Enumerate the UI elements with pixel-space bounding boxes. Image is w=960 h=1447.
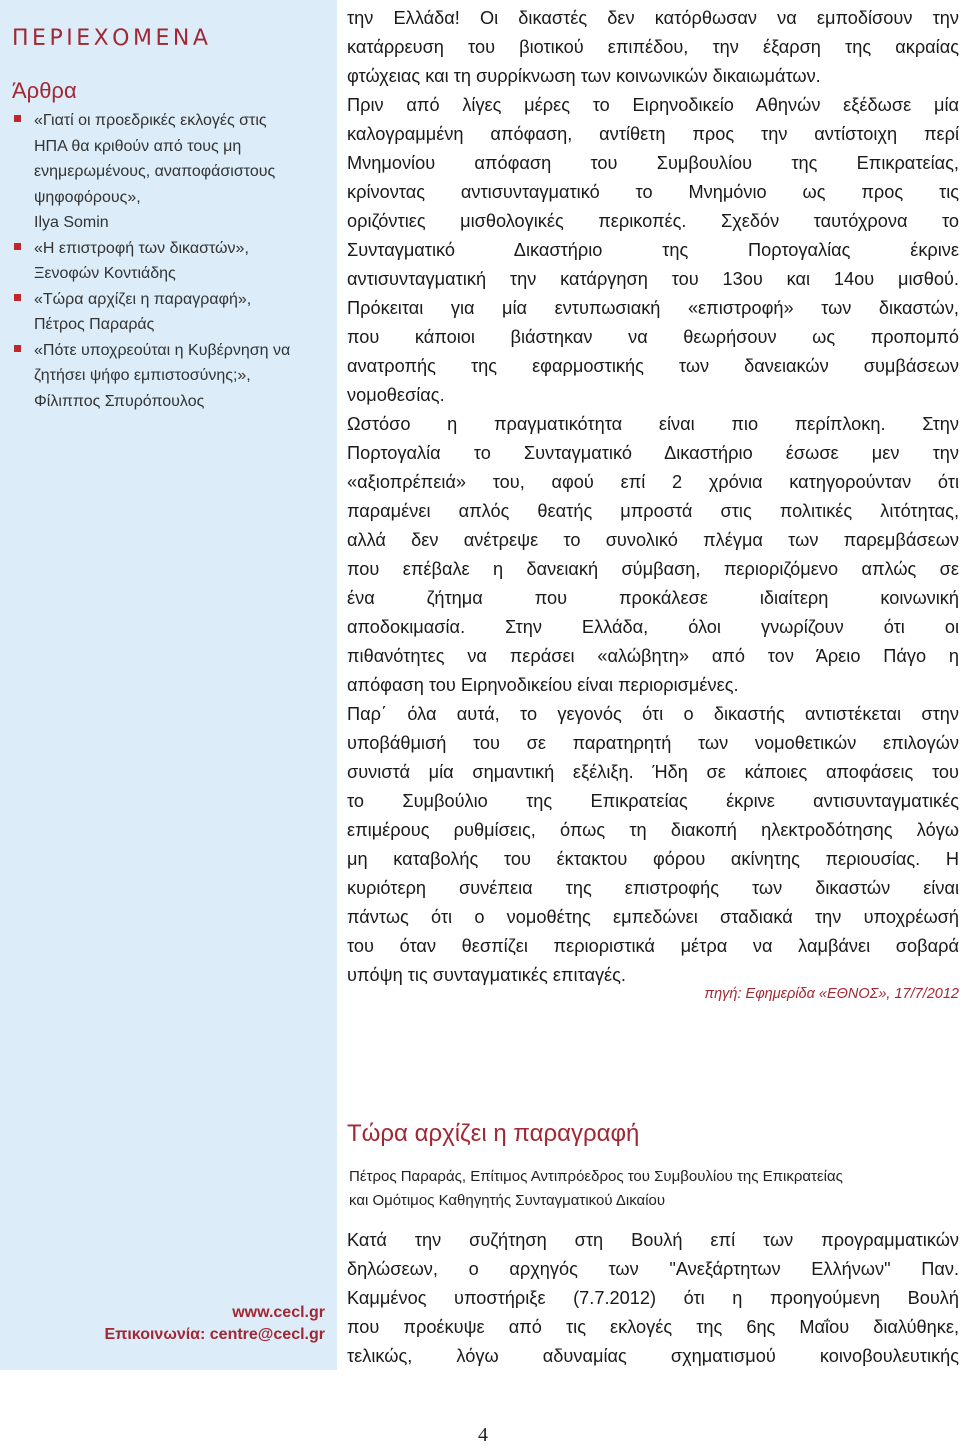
toc-item-line: «Η επιστροφή των δικαστών»,	[34, 239, 249, 257]
text-line: κυριότερη συνέπεια της επιστροφής των δικαστών είναι	[347, 878, 959, 898]
square-bullet-icon	[14, 294, 21, 301]
text-line: δηλώσεων, ο αρχηγός των "Ανεξάρτητων Ελλήνων" Παν.	[347, 1259, 959, 1279]
toc-item-line: ΗΠΑ θα κριθούν από τους μη	[34, 137, 242, 155]
text-line: τελικώς, λόγω αδυναμίας σχηματισμού κοινοβουλευτικής	[347, 1346, 959, 1366]
text-line: κρίνοντας αντισυνταγματικό το Μνημόνιο ως προς τις	[347, 182, 959, 202]
text-line: Πριν από λίγες μέρες το Ειρηνοδικείο Αθηνών εξέδωσε μία	[347, 95, 959, 115]
toc-list	[12, 108, 330, 414]
article-body-text	[347, 1226, 959, 1371]
text-line: ένα ζήτημα που προκάλεσε ιδιαίτερη κοινωνική	[347, 588, 959, 608]
toc-item[interactable]	[12, 287, 330, 338]
square-bullet-icon	[14, 345, 21, 352]
text-line: που προέκυψε από τις εκλογές της 6ης Μαΐου διαλύθηκε,	[347, 1317, 959, 1337]
text-line: Συνταγματικό Δικαστήριο της Πορτογαλίας έκρινε	[347, 240, 959, 260]
text-line: Πρόκειται για μία εντυπωσιακή «επιστροφή» των δικαστών,	[347, 298, 959, 318]
toc-item-line: «Γιατί οι προεδρικές εκλογές στις	[34, 112, 267, 129]
page-number: 4	[478, 1424, 488, 1446]
text-line: καλογραμμένη απόφαση, αντίθετη προς την αντίστοιχη περί	[347, 124, 959, 144]
contact-email-link[interactable]: Επικοινωνία: centre@cecl.gr	[104, 1326, 325, 1343]
website-link[interactable]: www.cecl.gr	[232, 1304, 325, 1321]
text-line: «αξιοπρέπειά» του, αφού επί 2 χρόνια κατηγορούνταν ότι	[347, 472, 959, 492]
text-line: οριζόντιες μισθολογικές περικοπές. Σχεδόν ταυτόχρονα το	[347, 211, 959, 231]
toc-item[interactable]	[12, 338, 330, 415]
toc-item[interactable]	[12, 236, 330, 287]
text-line: Καμμένος υποστήριξε (7.7.2012) ότι η προηγούμενη Βουλή	[347, 1288, 959, 1308]
toc-item-line: «Πότε υποχρεούται η Κυβέρνηση να	[34, 341, 291, 359]
text-line: παραμένει απλός θεατής μπροστά στις πολιτικές λιτότητας,	[347, 501, 959, 521]
author-line: Πέτρος Παραράς, Επίτιμος Αντιπρόεδρος του Συμβουλίου της Επικρατείας	[349, 1168, 843, 1185]
toc-item-line: Ξενοφών Κοντιάδης	[34, 265, 176, 282]
text-line: του όταν θεσπίζει περιοριστικά μέτρα να λαμβάνει σοβαρά	[347, 936, 959, 956]
text-line: υποβάθμισή του σε παρατηρητή των νομοθετικών επιλογών	[347, 733, 959, 753]
text-line: το Συμβούλιο της Επικρατείας έκρινε αντισυνταγματικές	[347, 791, 959, 811]
toc-item[interactable]	[12, 108, 330, 236]
square-bullet-icon	[14, 243, 21, 250]
text-line: Ωστόσο η πραγματικότητα είναι πιο περίπλοκη. Στην	[347, 414, 959, 434]
text-line: ανατροπής της εφαρμοστικής των δανειακών συμβάσεων	[347, 356, 959, 376]
text-line: αντισυνταγματική την κατάργηση του 13ου και 14ου μισθού.	[347, 269, 959, 289]
contact-block	[104, 1302, 325, 1346]
toc-item-line: Πέτρος Παραράς	[34, 316, 155, 333]
author-line: και Ομότιμος Καθηγητής Συνταγματικού Δικαίου	[349, 1192, 666, 1209]
text-line: που επέβαλε η δανειακή σύμβαση, περιοριζόμενο απλώς σε	[347, 559, 959, 579]
text-line: αλλά δεν ανέτρεψε το συνολικό πλέγμα των παρεμβάσεων	[347, 530, 959, 550]
article-continuation-text	[347, 4, 959, 990]
text-line: απόφαση του Ειρηνοδικείου είναι περιορισμένες.	[347, 675, 739, 695]
text-line: φτώχειας και τη συρρίκνωση των κοινωνικών δικαιωμάτων.	[347, 66, 821, 86]
text-line: Μνημονίου απόφαση του Συμβουλίου της Επικρατείας,	[347, 153, 959, 173]
text-line: πάντως ότι ο νομοθέτης εμπεδώνει σταδιακά την υποχρέωσή	[347, 907, 959, 927]
text-line: νομοθεσίας.	[347, 385, 445, 405]
text-line: μη καταβολής του έκτακτου φόρου ακίνητης περιουσίας. Η	[347, 849, 959, 869]
toc-item-line: Ilya Somin	[34, 214, 109, 231]
square-bullet-icon	[14, 115, 21, 122]
sidebar-panel	[0, 0, 337, 1370]
text-line: Πορτογαλία το Συνταγματικό Δικαστήριο έσωσε μεν την	[347, 443, 959, 463]
sidebar-title: ΠΕΡΙΕΧΟΜΕΝΑ	[12, 26, 212, 51]
toc-item-line: «Τώρα αρχίζει η παραγραφή»,	[34, 290, 252, 308]
sidebar-heading-articles: Άρθρα	[12, 78, 77, 103]
toc-item-line: Φίλιππος Σπυρόπουλος	[34, 392, 205, 410]
article-title: Τώρα αρχίζει η παραγραφή	[347, 1120, 640, 1147]
text-line: που κάποιοι βιάστηκαν να θεωρήσουν ως προπομπό	[347, 327, 959, 347]
text-line: υπόψη τις συνταγματικές επιταγές.	[347, 965, 626, 985]
source-citation: πηγή: Εφημερίδα «ΕΘΝΟΣ», 17/7/2012	[704, 986, 959, 1002]
text-line: Παρ΄ όλα αυτά, το γεγονός ότι ο δικαστής αντιστέκεται στην	[347, 704, 959, 724]
toc-item-line: ζητήσει ψήφο εμπιστοσύνης;»,	[34, 367, 251, 384]
text-line: πιθανότητες να περάσει «αλώβητη» από τον Άρειο Πάγο η	[347, 646, 959, 666]
text-line: κατάρρευση του βιοτικού επιπέδου, την έξαρση της ακραίας	[347, 37, 959, 57]
text-line: την Ελλάδα! Οι δικαστές δεν κατόρθωσαν να εμποδίσουν την	[347, 8, 959, 28]
text-line: Κατά την συζήτηση στη Βουλή επί των προγραμματικών	[347, 1230, 959, 1250]
text-line: επιμέρους ρυθμίσεις, όπως τη διακοπή ηλεκτροδότησης λόγω	[347, 820, 959, 840]
toc-item-line: ενημερωμένους, αναποφάσιστους	[34, 163, 276, 180]
toc-item-line: ψηφοφόρους»,	[34, 188, 141, 206]
text-line: αποδοκιμασία. Στην Ελλάδα, όλοι γνωρίζουν ότι οι	[347, 617, 959, 637]
text-line: συνιστά μία σημαντική εξέλιξη. Ήδη σε κάποιες αποφάσεις του	[347, 762, 959, 782]
article-author	[349, 1165, 959, 1213]
